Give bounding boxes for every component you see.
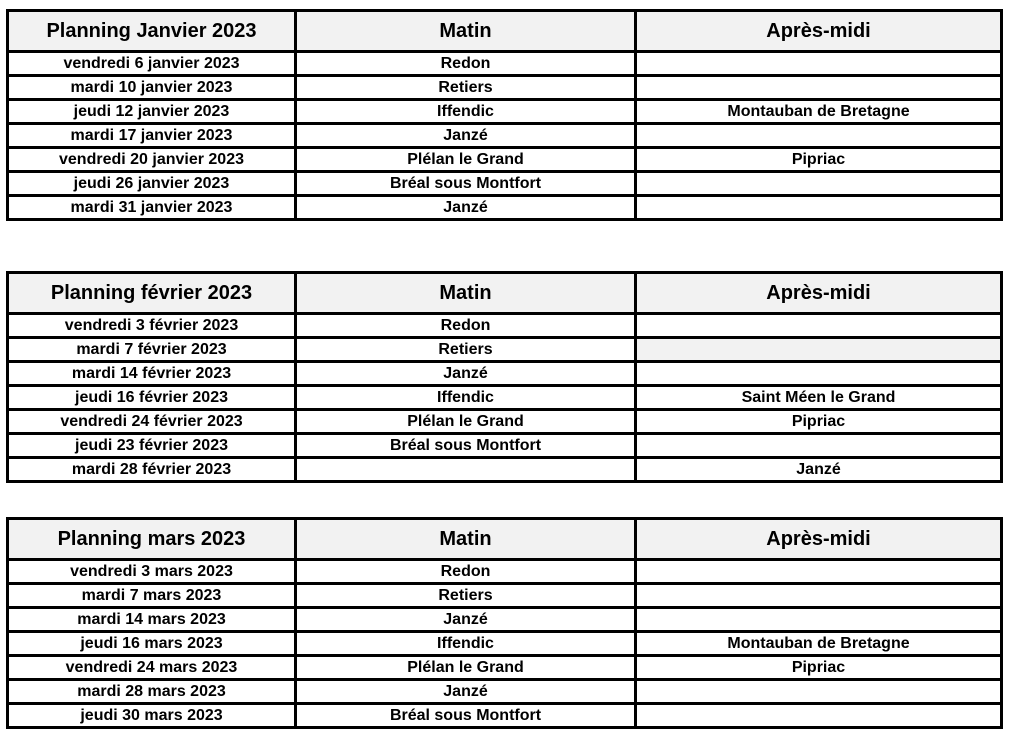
date-cell: mardi 7 février 2023 [8,338,296,362]
afternoon-cell: Montauban de Bretagne [636,100,1002,124]
column-header-afternoon: Après-midi [636,519,1002,560]
date-cell: jeudi 16 mars 2023 [8,632,296,656]
afternoon-cell [636,704,1002,728]
table-row [8,362,1002,386]
morning-cell: Janzé [296,124,636,148]
afternoon-cell: Montauban de Bretagne [636,632,1002,656]
table-row [8,434,1002,458]
date-cell: mardi 28 février 2023 [8,458,296,482]
afternoon-cell [636,584,1002,608]
morning-cell: Bréal sous Montfort [296,172,636,196]
morning-cell: Retiers [296,338,636,362]
afternoon-cell [636,434,1002,458]
table-row [8,76,1002,100]
table-row [8,632,1002,656]
table-row [8,560,1002,584]
afternoon-cell [636,362,1002,386]
afternoon-cell [636,124,1002,148]
table-header-row [8,11,1002,52]
planning-table-janvier [6,9,1003,221]
table-row [8,680,1002,704]
afternoon-cell [636,608,1002,632]
table-row [8,704,1002,728]
date-cell: jeudi 23 février 2023 [8,434,296,458]
table-row [8,172,1002,196]
morning-cell: Redon [296,560,636,584]
table-row [8,100,1002,124]
morning-cell: Redon [296,52,636,76]
afternoon-cell [636,172,1002,196]
column-header-morning: Matin [296,273,636,314]
afternoon-cell [636,52,1002,76]
afternoon-cell [636,338,1002,362]
date-cell: vendredi 3 mars 2023 [8,560,296,584]
afternoon-cell [636,314,1002,338]
afternoon-cell [636,560,1002,584]
afternoon-cell: Pipriac [636,410,1002,434]
afternoon-cell [636,680,1002,704]
column-header-afternoon: Après-midi [636,273,1002,314]
date-cell: mardi 10 janvier 2023 [8,76,296,100]
date-cell: mardi 28 mars 2023 [8,680,296,704]
morning-cell: Bréal sous Montfort [296,434,636,458]
table-header-row [8,519,1002,560]
table-row [8,196,1002,220]
column-header-morning: Matin [296,519,636,560]
afternoon-cell [636,196,1002,220]
date-cell: mardi 7 mars 2023 [8,584,296,608]
table-row [8,584,1002,608]
morning-cell: Plélan le Grand [296,656,636,680]
afternoon-cell [636,76,1002,100]
morning-cell: Iffendic [296,386,636,410]
planning-title: Planning février 2023 [8,273,296,314]
planning-table-fevrier [6,271,1003,483]
table-row [8,656,1002,680]
date-cell: mardi 14 février 2023 [8,362,296,386]
morning-cell: Janzé [296,362,636,386]
morning-cell: Plélan le Grand [296,410,636,434]
morning-cell: Iffendic [296,632,636,656]
table-header-row [8,273,1002,314]
date-cell: jeudi 12 janvier 2023 [8,100,296,124]
morning-cell: Redon [296,314,636,338]
date-cell: jeudi 26 janvier 2023 [8,172,296,196]
date-cell: jeudi 30 mars 2023 [8,704,296,728]
planning-table-mars [6,517,1003,729]
date-cell: vendredi 20 janvier 2023 [8,148,296,172]
morning-cell: Janzé [296,608,636,632]
table-row [8,338,1002,362]
afternoon-cell: Saint Méen le Grand [636,386,1002,410]
table-row [8,458,1002,482]
date-cell: vendredi 3 février 2023 [8,314,296,338]
table-row [8,52,1002,76]
table-row [8,314,1002,338]
date-cell: mardi 31 janvier 2023 [8,196,296,220]
afternoon-cell: Pipriac [636,656,1002,680]
planning-title: Planning Janvier 2023 [8,11,296,52]
morning-cell [296,458,636,482]
column-header-morning: Matin [296,11,636,52]
table-row [8,608,1002,632]
planning-title: Planning mars 2023 [8,519,296,560]
date-cell: jeudi 16 février 2023 [8,386,296,410]
table-row [8,148,1002,172]
date-cell: vendredi 24 mars 2023 [8,656,296,680]
date-cell: mardi 14 mars 2023 [8,608,296,632]
morning-cell: Janzé [296,196,636,220]
table-row [8,386,1002,410]
table-row [8,410,1002,434]
morning-cell: Retiers [296,76,636,100]
date-cell: vendredi 24 février 2023 [8,410,296,434]
morning-cell: Bréal sous Montfort [296,704,636,728]
date-cell: vendredi 6 janvier 2023 [8,52,296,76]
morning-cell: Plélan le Grand [296,148,636,172]
afternoon-cell: Janzé [636,458,1002,482]
morning-cell: Janzé [296,680,636,704]
column-header-afternoon: Après-midi [636,11,1002,52]
morning-cell: Iffendic [296,100,636,124]
afternoon-cell: Pipriac [636,148,1002,172]
date-cell: mardi 17 janvier 2023 [8,124,296,148]
morning-cell: Retiers [296,584,636,608]
table-row [8,124,1002,148]
